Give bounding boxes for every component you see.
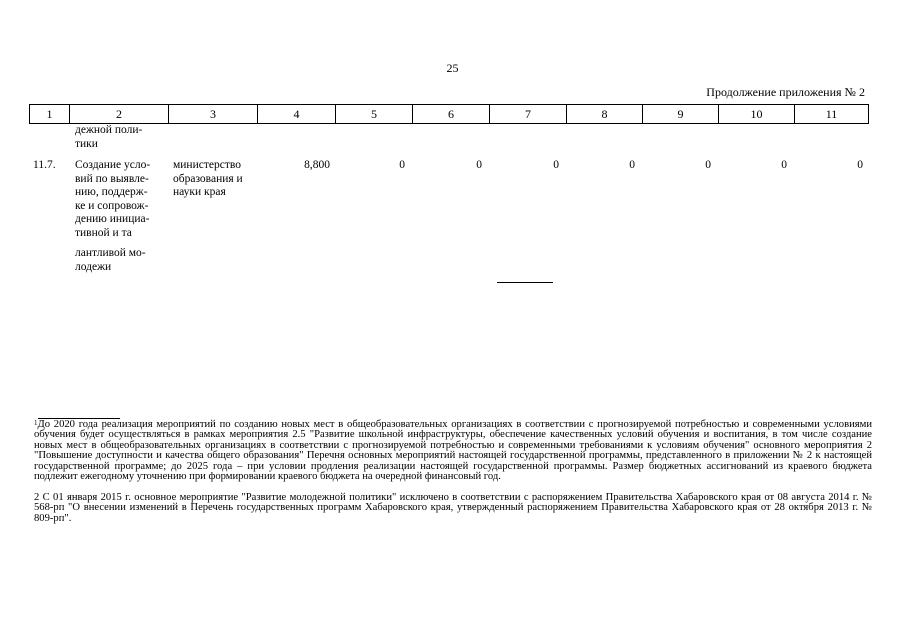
footnote-1	[34, 420, 872, 482]
row-executor	[173, 159, 261, 200]
column-header-10: 10	[719, 105, 795, 124]
footnote-1-text: До 2020 года реализация мероприятий по созданию новых мест в общеобразовательных организациях в соответствии с прогнозируемой потребностью и современными условиями обучения будет осуществляться в рамках мероприятия 2.5 "Развитие школьной инфраструктуры, обеспечение качественных условий обучения и воспитания, в том числе создание новых мест в общеобразовательных организациях в соответствии с прогнозируемой потребностью и современными требованиями к условиям обучения" основного мероприятия 2 "Повышение доступности и качества общего образования" Перечня основных мероприятий настоящей государственной программы, представленного в приложении № 2 к настоящей государственной программе; до 2025 года – при условии продления реализации настоящей государственной программы. Размер бюджетных ассигнований из краевого бюджета подлежит ежегодному уточнению при формировании краевого бюджета на очередной финансовый год.	[34, 419, 872, 483]
column-header-7: 7	[490, 105, 567, 124]
text-line: науки края	[173, 186, 226, 198]
text-line: тики	[75, 137, 98, 150]
column-header-6: 6	[413, 105, 490, 124]
column-header-9: 9	[643, 105, 719, 124]
column-header-11: 11	[795, 105, 869, 124]
value-col-11: 0	[857, 159, 863, 171]
row-number: 11.7.	[33, 159, 56, 171]
page-number: 25	[446, 61, 459, 75]
column-header-1: 1	[30, 105, 70, 124]
text-line: нию, поддерж-	[75, 186, 148, 198]
prev-row-name-tail	[75, 124, 167, 151]
text-line: образования и	[173, 172, 243, 185]
table-end-divider	[497, 282, 553, 283]
text-line: лантливой мо-	[75, 247, 146, 259]
value-col-8: 0	[629, 159, 635, 171]
text-line: Создание усло-	[75, 159, 151, 171]
value-col-7: 0	[553, 159, 559, 171]
continuation-label: Продолжение приложения № 2	[706, 85, 865, 99]
column-header-8: 8	[567, 105, 643, 124]
text-line: вий по выявле-	[75, 172, 149, 185]
value-col-9: 0	[705, 159, 711, 171]
column-number-header	[29, 104, 869, 124]
value-col-6: 0	[476, 159, 482, 171]
column-header-3: 3	[169, 105, 258, 124]
column-header-4: 4	[258, 105, 336, 124]
text-line: лодежи	[75, 260, 112, 273]
column-header-5: 5	[336, 105, 413, 124]
text-line: дению инициа-	[75, 213, 150, 225]
footnote-2: 2 С 01 января 2015 г. основное мероприятие "Развитие молодежной политики" исключено в соответствии с распоряжением Правительства Хабаровского края от 08 августа 2014 г. № 568-рп "О внесении изменений в Перечень государственных программ Хабаровского края, утвержденный распоряжением Правительства Хабаровского края от 28 октября 2013 г. № 809-рп".	[34, 492, 872, 524]
row-name	[75, 159, 167, 274]
column-header-2: 2	[70, 105, 169, 124]
text-line: министерство	[173, 159, 241, 171]
footnote-1-mark: 1	[34, 419, 38, 427]
value-col-5: 0	[399, 159, 405, 171]
value-col-4: 8,800	[304, 159, 330, 171]
text-line: тивной и та	[75, 226, 132, 239]
text-line: дежной поли-	[75, 124, 143, 136]
text-line: ке и сопровож-	[75, 199, 149, 212]
value-col-10: 0	[781, 159, 787, 171]
